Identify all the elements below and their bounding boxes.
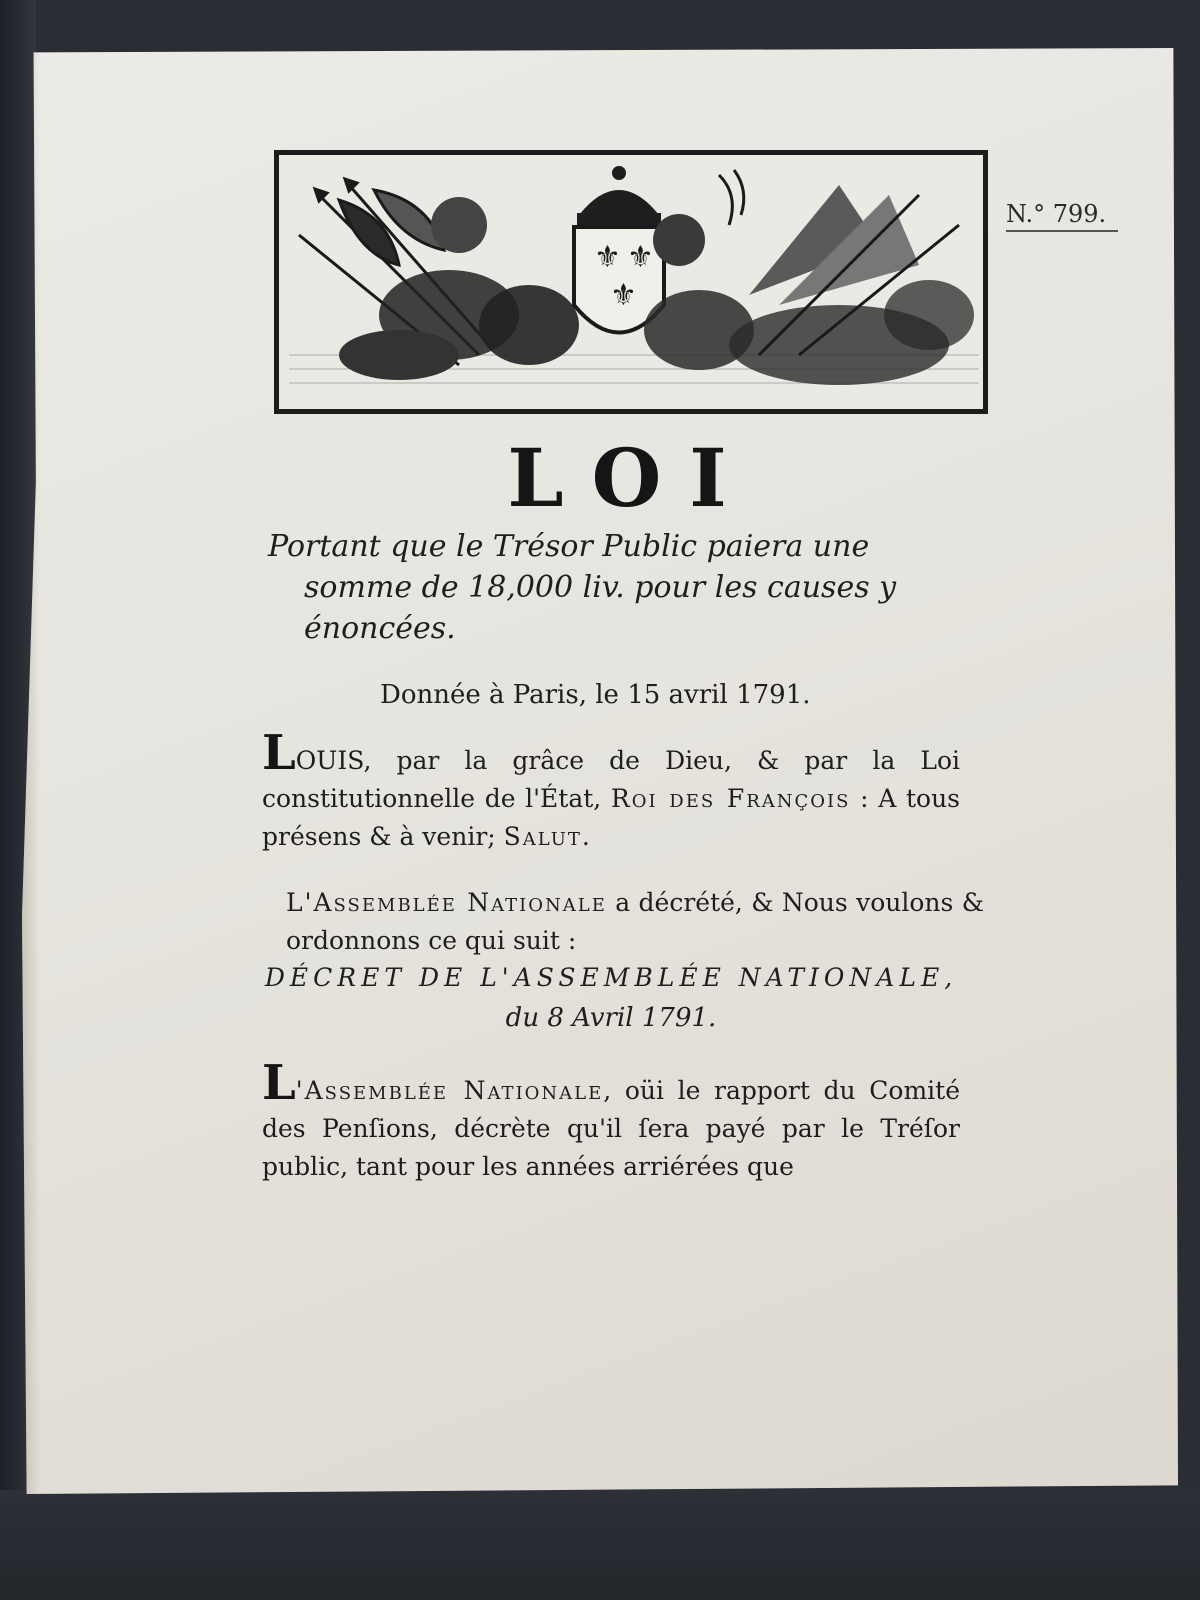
assembly-name: L'Assemblée Nationale (286, 888, 607, 917)
document-title: LOI (507, 431, 755, 525)
preamble-salut: Salut. (503, 822, 592, 851)
decree-heading-text: DÉCRET DE L'ASSEMBLÉE NATIONALE, (264, 963, 958, 992)
decree-heading (262, 958, 960, 1038)
svg-text:⚜: ⚜ (594, 240, 621, 275)
svg-text:⚜: ⚜ (610, 278, 637, 313)
document-number: N.° 799. (1006, 200, 1118, 232)
table-surface (0, 1490, 1200, 1600)
subtitle-line: énoncées. (304, 611, 456, 646)
royal-preamble (262, 725, 960, 856)
decree-date: du 8 Avril 1791. (505, 1003, 717, 1033)
preamble-text: : A tous présens & à venir; (262, 784, 960, 851)
vignette-illustration (279, 155, 983, 409)
dropcap-letter: L (262, 1055, 296, 1111)
preamble-text: , par la grâce de Dieu, & par la Loi constitutionnelle de l'État, (262, 746, 960, 813)
decree-body (262, 1055, 960, 1186)
preamble-name: OUIS (295, 746, 364, 775)
document-subtitle (268, 526, 960, 649)
dropcap-letter: L (262, 725, 296, 781)
assembly-decree-intro (262, 884, 984, 960)
body-text: , oüi le rapport du Comité des Penſions, décrète qu'il ſera payé par le Tréſor public, tant pour les années arriérées que (262, 1076, 960, 1181)
royal-vignette-engraving (274, 150, 988, 414)
body-assembly-name: 'Assemblée Nationale (295, 1076, 604, 1105)
subtitle-line: somme de 18,000 liv. pour les causes y (304, 570, 897, 605)
preamble-title: Roi des François (610, 784, 851, 813)
svg-text:⚜: ⚜ (627, 240, 654, 275)
subtitle-line: Portant que le Trésor Public paiera une (268, 529, 870, 564)
assembly-text: a décrété, & Nous voulons & ordonnons ce qui suit : (286, 888, 984, 955)
issue-date: Donnée à Paris, le 15 avril 1791. (380, 680, 811, 710)
